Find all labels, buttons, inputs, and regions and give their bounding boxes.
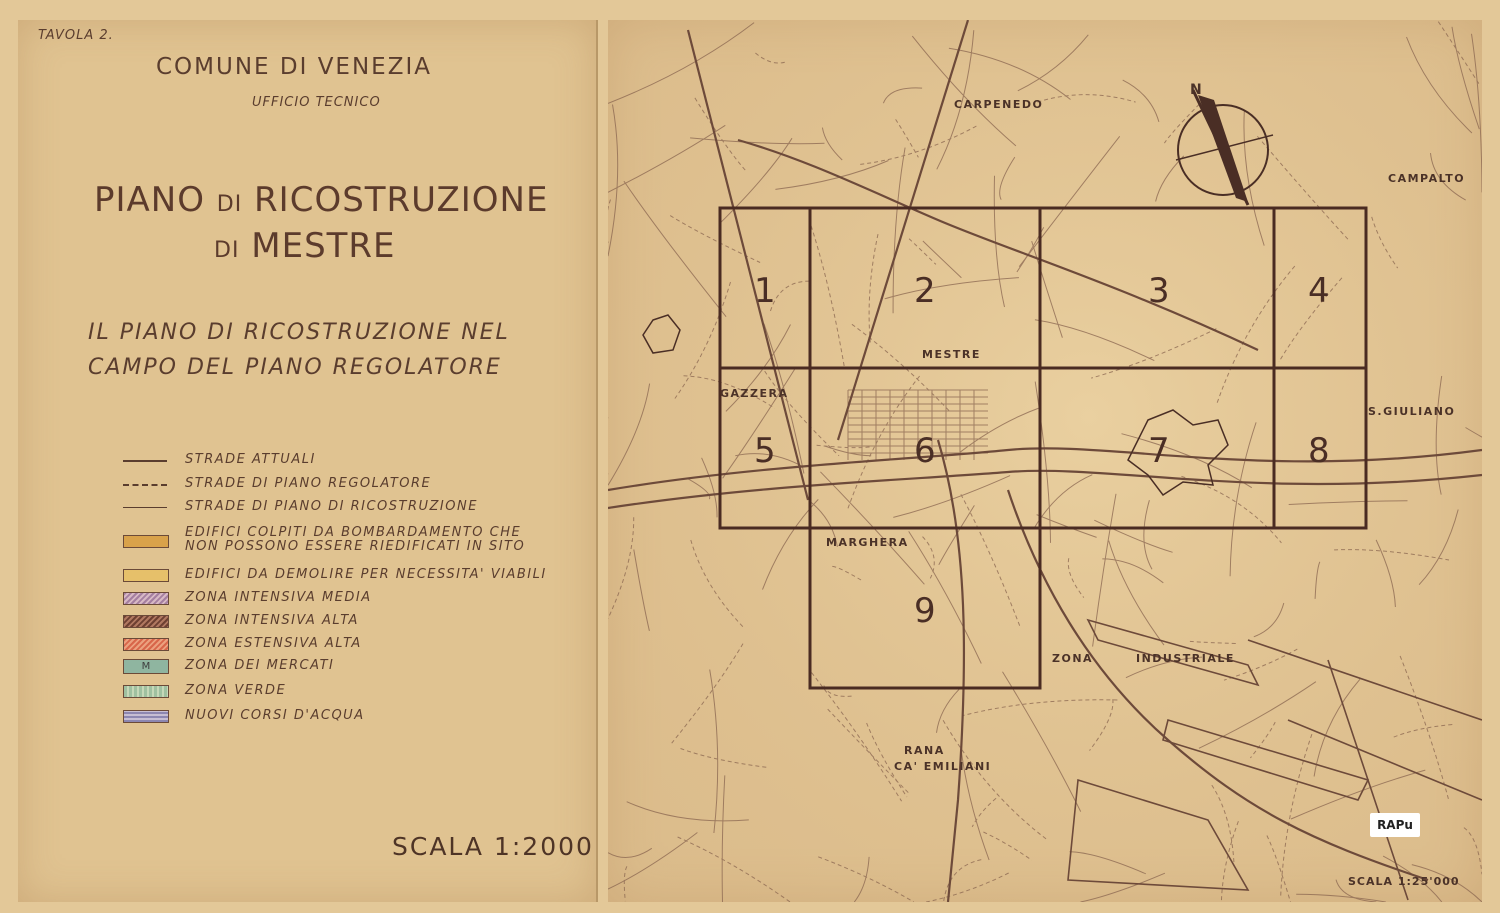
zona-mercati-swatch: M (123, 659, 169, 674)
grid-number-5: 5 (754, 431, 776, 471)
zona-verde-swatch (123, 685, 169, 698)
legend-label: ZONA ESTENSIVA ALTA (185, 636, 362, 651)
solid-line-symbol (123, 460, 167, 462)
scale-label-right: SCALA 1:25'000 (1348, 875, 1460, 888)
place-zona: ZONA (1052, 652, 1094, 665)
grid-number-3: 3 (1148, 271, 1170, 311)
legend-label: EDIFICI COLPITI DA BOMBARDAMENTO CHE (185, 525, 522, 540)
legend-label-line2: NON POSSONO ESSERE RIEDIFICATI IN SITO (185, 539, 526, 554)
grid-number-8: 8 (1308, 431, 1330, 471)
grid-number-9: 9 (914, 591, 936, 631)
title-word-di: DI (216, 192, 243, 217)
municipality-heading: COMUNE DI VENEZIA (156, 54, 432, 80)
legend-label: STRADE DI PIANO DI RICOSTRUZIONE (185, 499, 478, 514)
place-gazzera: GAZZERA (720, 387, 789, 400)
legend-label: NUOVI CORSI D'ACQUA (185, 708, 365, 723)
place-s-giuliano: S.GIULIANO (1368, 405, 1456, 418)
subtitle-line2: CAMPO DEL PIANO REGOLATORE (88, 355, 502, 380)
title-word-ricostruzione: RICOSTRUZIONE (254, 180, 549, 220)
legend-label: ZONA INTENSIVA ALTA (185, 613, 359, 628)
place-marghera: MARGHERA (826, 536, 909, 549)
place-campalto: CAMPALTO (1388, 172, 1466, 185)
place-industriale: INDUSTRIALE (1136, 652, 1235, 665)
nuovi-corsi-acqua-swatch (123, 710, 169, 723)
zona-estensiva-alta-swatch (123, 638, 169, 651)
demolish-buildings-swatch (123, 569, 169, 582)
legend-label: ZONA VERDE (185, 683, 287, 698)
rapu-badge: RAPu (1370, 813, 1420, 837)
street-map (608, 20, 1482, 902)
place-carpenedo: CARPENEDO (954, 98, 1044, 111)
legend-panel (18, 20, 598, 902)
bombed-buildings-swatch (123, 535, 169, 548)
title-word-piano: PIANO (94, 180, 205, 220)
scale-label-left: SCALA 1:2000 (392, 832, 594, 861)
legend-label: EDIFICI DA DEMOLIRE PER NECESSITA' VIABILI (185, 567, 547, 582)
compass-north-label: N (1190, 82, 1204, 98)
grid-number-2: 2 (914, 271, 936, 311)
plate-number: TAVOLA 2. (38, 28, 114, 43)
legend-label: STRADE ATTUALI (185, 452, 316, 467)
grid-number-6: 6 (914, 431, 936, 471)
main-title-line2 (214, 226, 396, 266)
legend-label: ZONA INTENSIVA MEDIA (185, 590, 372, 605)
office-heading: UFFICIO TECNICO (252, 95, 381, 110)
zona-intensiva-media-swatch (123, 592, 169, 605)
main-title-line1 (94, 180, 548, 220)
place-mestre: MESTRE (922, 348, 981, 361)
legend-label: ZONA DEI MERCATI (185, 658, 335, 673)
subtitle-line1: IL PIANO DI RICOSTRUZIONE NEL (88, 320, 510, 345)
zona-intensiva-alta-swatch (123, 615, 169, 628)
grid-number-7: 7 (1148, 431, 1170, 471)
title-word-mestre: MESTRE (251, 226, 396, 266)
dashed-line-symbol (123, 484, 167, 486)
map-panel (608, 20, 1482, 902)
solid-line-symbol (123, 507, 167, 508)
grid-number-4: 4 (1308, 271, 1330, 311)
title-word-di-2: DI (214, 238, 240, 263)
place-ca-emiliani: CA' EMILIANI (894, 760, 992, 773)
legend-label: STRADE DI PIANO REGOLATORE (185, 476, 432, 491)
place-rana: RANA (904, 744, 945, 757)
grid-number-1: 1 (754, 271, 776, 311)
